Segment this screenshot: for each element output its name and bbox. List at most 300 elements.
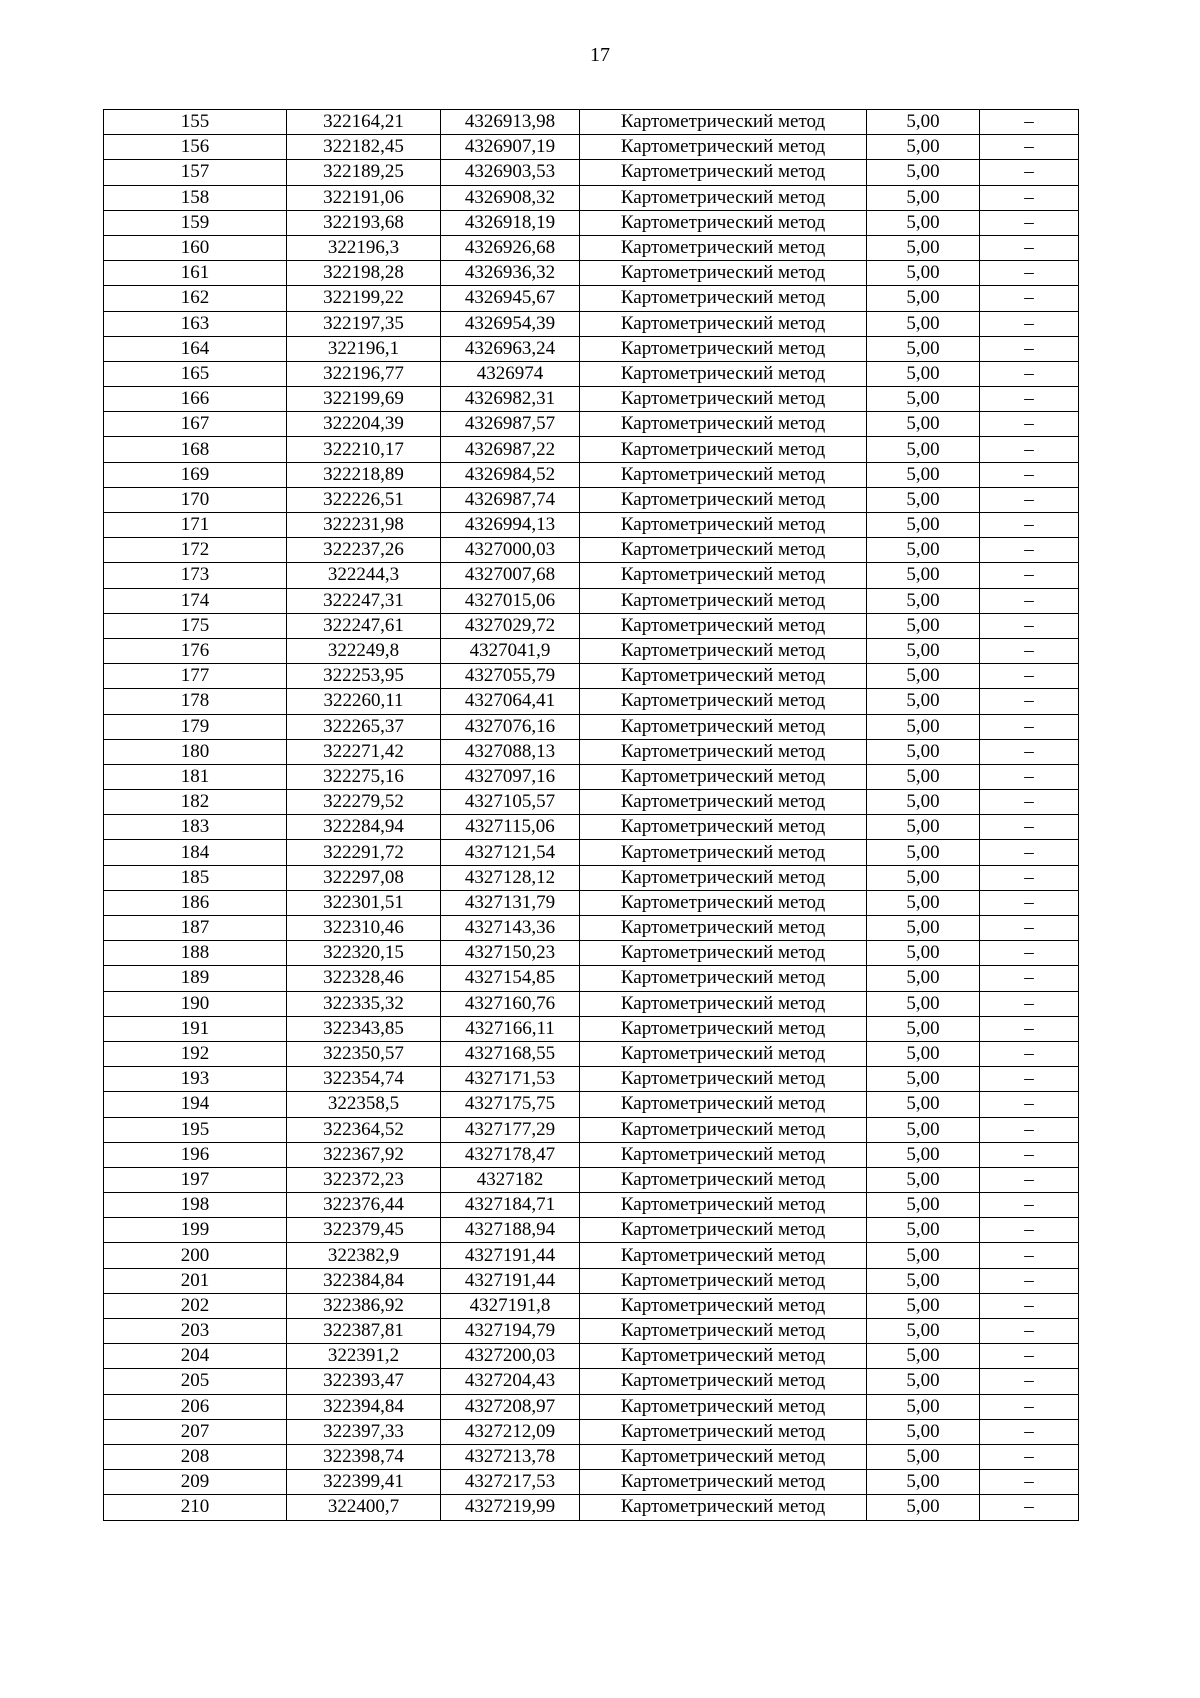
table-row <box>104 387 1079 412</box>
method-cell: Картометрический метод <box>580 1167 867 1192</box>
point-number-cell: 183 <box>104 815 287 840</box>
description-cell: – <box>980 865 1079 890</box>
table-row <box>104 1293 1079 1318</box>
accuracy-cell: 5,00 <box>867 361 980 386</box>
point-number-cell: 178 <box>104 689 287 714</box>
point-number-cell: 176 <box>104 638 287 663</box>
accuracy-cell: 5,00 <box>867 865 980 890</box>
accuracy-cell: 5,00 <box>867 487 980 512</box>
description-cell: – <box>980 1218 1079 1243</box>
table-row <box>104 311 1079 336</box>
method-cell: Картометрический метод <box>580 160 867 185</box>
table-row <box>104 664 1079 689</box>
y-coordinate-cell: 4327184,71 <box>441 1193 580 1218</box>
point-number-cell: 172 <box>104 538 287 563</box>
method-cell: Картометрический метод <box>580 815 867 840</box>
table-row <box>104 865 1079 890</box>
y-coordinate-cell: 4327097,16 <box>441 764 580 789</box>
table-body <box>104 110 1079 1521</box>
description-cell: – <box>980 1193 1079 1218</box>
accuracy-cell: 5,00 <box>867 1495 980 1520</box>
table-row <box>104 185 1079 210</box>
table-row <box>104 1016 1079 1041</box>
point-number-cell: 187 <box>104 916 287 941</box>
x-coordinate-cell: 322291,72 <box>287 840 441 865</box>
y-coordinate-cell: 4326987,57 <box>441 412 580 437</box>
method-cell: Картометрический метод <box>580 1495 867 1520</box>
point-number-cell: 174 <box>104 588 287 613</box>
table-row <box>104 1193 1079 1218</box>
y-coordinate-cell: 4326987,74 <box>441 487 580 512</box>
method-cell: Картометрический метод <box>580 1117 867 1142</box>
description-cell: – <box>980 538 1079 563</box>
method-cell: Картометрический метод <box>580 588 867 613</box>
description-cell: – <box>980 1067 1079 1092</box>
description-cell: – <box>980 739 1079 764</box>
accuracy-cell: 5,00 <box>867 135 980 160</box>
method-cell: Картометрический метод <box>580 739 867 764</box>
y-coordinate-cell: 4327208,97 <box>441 1394 580 1419</box>
y-coordinate-cell: 4327029,72 <box>441 613 580 638</box>
x-coordinate-cell: 322260,11 <box>287 689 441 714</box>
accuracy-cell: 5,00 <box>867 1319 980 1344</box>
y-coordinate-cell: 4327191,44 <box>441 1268 580 1293</box>
description-cell: – <box>980 1369 1079 1394</box>
point-number-cell: 157 <box>104 160 287 185</box>
table-row <box>104 1369 1079 1394</box>
x-coordinate-cell: 322301,51 <box>287 890 441 915</box>
y-coordinate-cell: 4326913,98 <box>441 110 580 135</box>
point-number-cell: 210 <box>104 1495 287 1520</box>
table-row <box>104 966 1079 991</box>
method-cell: Картометрический метод <box>580 210 867 235</box>
description-cell: – <box>980 487 1079 512</box>
table-row <box>104 1470 1079 1495</box>
accuracy-cell: 5,00 <box>867 890 980 915</box>
table-row <box>104 1067 1079 1092</box>
table-row <box>104 840 1079 865</box>
y-coordinate-cell: 4327204,43 <box>441 1369 580 1394</box>
description-cell: – <box>980 916 1079 941</box>
table-row <box>104 916 1079 941</box>
accuracy-cell: 5,00 <box>867 1444 980 1469</box>
y-coordinate-cell: 4327177,29 <box>441 1117 580 1142</box>
x-coordinate-cell: 322386,92 <box>287 1293 441 1318</box>
method-cell: Картометрический метод <box>580 513 867 538</box>
point-number-cell: 201 <box>104 1268 287 1293</box>
table-row <box>104 563 1079 588</box>
method-cell: Картометрический метод <box>580 437 867 462</box>
y-coordinate-cell: 4327000,03 <box>441 538 580 563</box>
accuracy-cell: 5,00 <box>867 790 980 815</box>
method-cell: Картометрический метод <box>580 1470 867 1495</box>
x-coordinate-cell: 322379,45 <box>287 1218 441 1243</box>
point-number-cell: 164 <box>104 336 287 361</box>
table-row <box>104 235 1079 260</box>
point-number-cell: 196 <box>104 1142 287 1167</box>
x-coordinate-cell: 322399,41 <box>287 1470 441 1495</box>
y-coordinate-cell: 4327213,78 <box>441 1444 580 1469</box>
accuracy-cell: 5,00 <box>867 563 980 588</box>
x-coordinate-cell: 322231,98 <box>287 513 441 538</box>
x-coordinate-cell: 322384,84 <box>287 1268 441 1293</box>
y-coordinate-cell: 4326984,52 <box>441 462 580 487</box>
x-coordinate-cell: 322197,35 <box>287 311 441 336</box>
x-coordinate-cell: 322247,31 <box>287 588 441 613</box>
accuracy-cell: 5,00 <box>867 261 980 286</box>
accuracy-cell: 5,00 <box>867 840 980 865</box>
x-coordinate-cell: 322387,81 <box>287 1319 441 1344</box>
x-coordinate-cell: 322350,57 <box>287 1041 441 1066</box>
table-row <box>104 1117 1079 1142</box>
accuracy-cell: 5,00 <box>867 235 980 260</box>
point-number-cell: 162 <box>104 286 287 311</box>
table-row <box>104 210 1079 235</box>
method-cell: Картометрический метод <box>580 110 867 135</box>
y-coordinate-cell: 4326907,19 <box>441 135 580 160</box>
point-number-cell: 191 <box>104 1016 287 1041</box>
method-cell: Картометрический метод <box>580 840 867 865</box>
y-coordinate-cell: 4326982,31 <box>441 387 580 412</box>
accuracy-cell: 5,00 <box>867 1293 980 1318</box>
y-coordinate-cell: 4327191,8 <box>441 1293 580 1318</box>
y-coordinate-cell: 4326908,32 <box>441 185 580 210</box>
x-coordinate-cell: 322196,1 <box>287 336 441 361</box>
table-row <box>104 1419 1079 1444</box>
description-cell: – <box>980 1293 1079 1318</box>
y-coordinate-cell: 4327154,85 <box>441 966 580 991</box>
point-number-cell: 185 <box>104 865 287 890</box>
x-coordinate-cell: 322265,37 <box>287 714 441 739</box>
accuracy-cell: 5,00 <box>867 513 980 538</box>
table-row <box>104 764 1079 789</box>
accuracy-cell: 5,00 <box>867 815 980 840</box>
y-coordinate-cell: 4326987,22 <box>441 437 580 462</box>
x-coordinate-cell: 322218,89 <box>287 462 441 487</box>
table-row <box>104 160 1079 185</box>
point-number-cell: 197 <box>104 1167 287 1192</box>
x-coordinate-cell: 322398,74 <box>287 1444 441 1469</box>
y-coordinate-cell: 4327188,94 <box>441 1218 580 1243</box>
method-cell: Картометрический метод <box>580 1092 867 1117</box>
y-coordinate-cell: 4327041,9 <box>441 638 580 663</box>
description-cell: – <box>980 513 1079 538</box>
table-row <box>104 1319 1079 1344</box>
accuracy-cell: 5,00 <box>867 437 980 462</box>
point-number-cell: 179 <box>104 714 287 739</box>
method-cell: Картометрический метод <box>580 1067 867 1092</box>
point-number-cell: 159 <box>104 210 287 235</box>
table-row <box>104 1495 1079 1520</box>
method-cell: Картометрический метод <box>580 1344 867 1369</box>
point-number-cell: 184 <box>104 840 287 865</box>
accuracy-cell: 5,00 <box>867 966 980 991</box>
method-cell: Картометрический метод <box>580 790 867 815</box>
description-cell: – <box>980 1142 1079 1167</box>
x-coordinate-cell: 322275,16 <box>287 764 441 789</box>
method-cell: Картометрический метод <box>580 387 867 412</box>
accuracy-cell: 5,00 <box>867 764 980 789</box>
y-coordinate-cell: 4327194,79 <box>441 1319 580 1344</box>
description-cell: – <box>980 160 1079 185</box>
method-cell: Картометрический метод <box>580 286 867 311</box>
y-coordinate-cell: 4326954,39 <box>441 311 580 336</box>
table-row <box>104 1142 1079 1167</box>
point-number-cell: 209 <box>104 1470 287 1495</box>
method-cell: Картометрический метод <box>580 261 867 286</box>
point-number-cell: 200 <box>104 1243 287 1268</box>
point-number-cell: 165 <box>104 361 287 386</box>
y-coordinate-cell: 4327219,99 <box>441 1495 580 1520</box>
y-coordinate-cell: 4327166,11 <box>441 1016 580 1041</box>
y-coordinate-cell: 4327105,57 <box>441 790 580 815</box>
x-coordinate-cell: 322335,32 <box>287 991 441 1016</box>
table-row <box>104 1268 1079 1293</box>
accuracy-cell: 5,00 <box>867 412 980 437</box>
accuracy-cell: 5,00 <box>867 1344 980 1369</box>
method-cell: Картометрический метод <box>580 1293 867 1318</box>
accuracy-cell: 5,00 <box>867 1041 980 1066</box>
table-row <box>104 739 1079 764</box>
x-coordinate-cell: 322271,42 <box>287 739 441 764</box>
x-coordinate-cell: 322279,52 <box>287 790 441 815</box>
description-cell: – <box>980 563 1079 588</box>
description-cell: – <box>980 1344 1079 1369</box>
description-cell: – <box>980 1319 1079 1344</box>
accuracy-cell: 5,00 <box>867 613 980 638</box>
point-number-cell: 182 <box>104 790 287 815</box>
y-coordinate-cell: 4326926,68 <box>441 235 580 260</box>
table-row <box>104 1394 1079 1419</box>
method-cell: Картометрический метод <box>580 336 867 361</box>
point-number-cell: 166 <box>104 387 287 412</box>
table-row <box>104 361 1079 386</box>
method-cell: Картометрический метод <box>580 1444 867 1469</box>
method-cell: Картометрический метод <box>580 563 867 588</box>
method-cell: Картометрический метод <box>580 1016 867 1041</box>
table-row <box>104 513 1079 538</box>
x-coordinate-cell: 322196,77 <box>287 361 441 386</box>
x-coordinate-cell: 322394,84 <box>287 1394 441 1419</box>
y-coordinate-cell: 4326936,32 <box>441 261 580 286</box>
x-coordinate-cell: 322244,3 <box>287 563 441 588</box>
method-cell: Картометрический метод <box>580 916 867 941</box>
accuracy-cell: 5,00 <box>867 588 980 613</box>
accuracy-cell: 5,00 <box>867 538 980 563</box>
x-coordinate-cell: 322204,39 <box>287 412 441 437</box>
method-cell: Картометрический метод <box>580 1142 867 1167</box>
table-row <box>104 286 1079 311</box>
table-row <box>104 487 1079 512</box>
method-cell: Картометрический метод <box>580 941 867 966</box>
point-number-cell: 181 <box>104 764 287 789</box>
method-cell: Картометрический метод <box>580 135 867 160</box>
point-number-cell: 194 <box>104 1092 287 1117</box>
table-row <box>104 462 1079 487</box>
table-row <box>104 714 1079 739</box>
point-number-cell: 180 <box>104 739 287 764</box>
table-row <box>104 1243 1079 1268</box>
table-row <box>104 538 1079 563</box>
y-coordinate-cell: 4326963,24 <box>441 336 580 361</box>
description-cell: – <box>980 815 1079 840</box>
y-coordinate-cell: 4327217,53 <box>441 1470 580 1495</box>
description-cell: – <box>980 1041 1079 1066</box>
method-cell: Картометрический метод <box>580 689 867 714</box>
point-number-cell: 203 <box>104 1319 287 1344</box>
description-cell: – <box>980 840 1079 865</box>
table-row <box>104 1092 1079 1117</box>
table-row <box>104 261 1079 286</box>
x-coordinate-cell: 322397,33 <box>287 1419 441 1444</box>
point-number-cell: 171 <box>104 513 287 538</box>
method-cell: Картометрический метод <box>580 890 867 915</box>
point-number-cell: 163 <box>104 311 287 336</box>
x-coordinate-cell: 322226,51 <box>287 487 441 512</box>
y-coordinate-cell: 4326974 <box>441 361 580 386</box>
method-cell: Картометрический метод <box>580 613 867 638</box>
y-coordinate-cell: 4326945,67 <box>441 286 580 311</box>
accuracy-cell: 5,00 <box>867 1016 980 1041</box>
point-number-cell: 173 <box>104 563 287 588</box>
description-cell: – <box>980 1444 1079 1469</box>
accuracy-cell: 5,00 <box>867 739 980 764</box>
method-cell: Картометрический метод <box>580 714 867 739</box>
table-row <box>104 1041 1079 1066</box>
y-coordinate-cell: 4327168,55 <box>441 1041 580 1066</box>
y-coordinate-cell: 4327182 <box>441 1167 580 1192</box>
accuracy-cell: 5,00 <box>867 916 980 941</box>
x-coordinate-cell: 322372,23 <box>287 1167 441 1192</box>
y-coordinate-cell: 4327055,79 <box>441 664 580 689</box>
table-row <box>104 1444 1079 1469</box>
table-row <box>104 815 1079 840</box>
x-coordinate-cell: 322189,25 <box>287 160 441 185</box>
accuracy-cell: 5,00 <box>867 311 980 336</box>
method-cell: Картометрический метод <box>580 966 867 991</box>
y-coordinate-cell: 4327128,12 <box>441 865 580 890</box>
coordinates-table <box>103 109 1079 1521</box>
table-row <box>104 135 1079 160</box>
x-coordinate-cell: 322320,15 <box>287 941 441 966</box>
description-cell: – <box>980 1117 1079 1142</box>
method-cell: Картометрический метод <box>580 764 867 789</box>
x-coordinate-cell: 322253,95 <box>287 664 441 689</box>
accuracy-cell: 5,00 <box>867 1142 980 1167</box>
point-number-cell: 167 <box>104 412 287 437</box>
table-row <box>104 412 1079 437</box>
description-cell: – <box>980 462 1079 487</box>
method-cell: Картометрический метод <box>580 185 867 210</box>
description-cell: – <box>980 286 1079 311</box>
accuracy-cell: 5,00 <box>867 1369 980 1394</box>
page-number: 17 <box>590 44 610 66</box>
table-row <box>104 941 1079 966</box>
point-number-cell: 175 <box>104 613 287 638</box>
x-coordinate-cell: 322247,61 <box>287 613 441 638</box>
x-coordinate-cell: 322284,94 <box>287 815 441 840</box>
description-cell: – <box>980 714 1079 739</box>
point-number-cell: 204 <box>104 1344 287 1369</box>
description-cell: – <box>980 790 1079 815</box>
point-number-cell: 202 <box>104 1293 287 1318</box>
method-cell: Картометрический метод <box>580 412 867 437</box>
y-coordinate-cell: 4327121,54 <box>441 840 580 865</box>
y-coordinate-cell: 4327007,68 <box>441 563 580 588</box>
description-cell: – <box>980 664 1079 689</box>
x-coordinate-cell: 322364,52 <box>287 1117 441 1142</box>
point-number-cell: 186 <box>104 890 287 915</box>
x-coordinate-cell: 322354,74 <box>287 1067 441 1092</box>
y-coordinate-cell: 4327015,06 <box>441 588 580 613</box>
accuracy-cell: 5,00 <box>867 160 980 185</box>
description-cell: – <box>980 1167 1079 1192</box>
description-cell: – <box>980 361 1079 386</box>
accuracy-cell: 5,00 <box>867 1067 980 1092</box>
description-cell: – <box>980 991 1079 1016</box>
method-cell: Картометрический метод <box>580 311 867 336</box>
accuracy-cell: 5,00 <box>867 1268 980 1293</box>
x-coordinate-cell: 322237,26 <box>287 538 441 563</box>
table-row <box>104 991 1079 1016</box>
x-coordinate-cell: 322191,06 <box>287 185 441 210</box>
accuracy-cell: 5,00 <box>867 1218 980 1243</box>
y-coordinate-cell: 4327143,36 <box>441 916 580 941</box>
method-cell: Картометрический метод <box>580 361 867 386</box>
x-coordinate-cell: 322297,08 <box>287 865 441 890</box>
x-coordinate-cell: 322193,68 <box>287 210 441 235</box>
description-cell: – <box>980 1268 1079 1293</box>
description-cell: – <box>980 261 1079 286</box>
accuracy-cell: 5,00 <box>867 387 980 412</box>
x-coordinate-cell: 322310,46 <box>287 916 441 941</box>
accuracy-cell: 5,00 <box>867 638 980 663</box>
point-number-cell: 161 <box>104 261 287 286</box>
accuracy-cell: 5,00 <box>867 991 980 1016</box>
table-row <box>104 336 1079 361</box>
x-coordinate-cell: 322391,2 <box>287 1344 441 1369</box>
method-cell: Картометрический метод <box>580 1193 867 1218</box>
x-coordinate-cell: 322199,69 <box>287 387 441 412</box>
description-cell: – <box>980 638 1079 663</box>
table-row <box>104 638 1079 663</box>
x-coordinate-cell: 322358,5 <box>287 1092 441 1117</box>
table-row <box>104 613 1079 638</box>
y-coordinate-cell: 4327088,13 <box>441 739 580 764</box>
description-cell: – <box>980 966 1079 991</box>
point-number-cell: 208 <box>104 1444 287 1469</box>
x-coordinate-cell: 322382,9 <box>287 1243 441 1268</box>
method-cell: Картометрический метод <box>580 487 867 512</box>
table-row <box>104 1167 1079 1192</box>
point-number-cell: 155 <box>104 110 287 135</box>
method-cell: Картометрический метод <box>580 1268 867 1293</box>
table-row <box>104 588 1079 613</box>
description-cell: – <box>980 210 1079 235</box>
description-cell: – <box>980 1419 1079 1444</box>
description-cell: – <box>980 689 1079 714</box>
x-coordinate-cell: 322210,17 <box>287 437 441 462</box>
accuracy-cell: 5,00 <box>867 185 980 210</box>
point-number-cell: 170 <box>104 487 287 512</box>
accuracy-cell: 5,00 <box>867 1419 980 1444</box>
y-coordinate-cell: 4327160,76 <box>441 991 580 1016</box>
description-cell: – <box>980 437 1079 462</box>
point-number-cell: 205 <box>104 1369 287 1394</box>
accuracy-cell: 5,00 <box>867 714 980 739</box>
description-cell: – <box>980 1243 1079 1268</box>
point-number-cell: 192 <box>104 1041 287 1066</box>
